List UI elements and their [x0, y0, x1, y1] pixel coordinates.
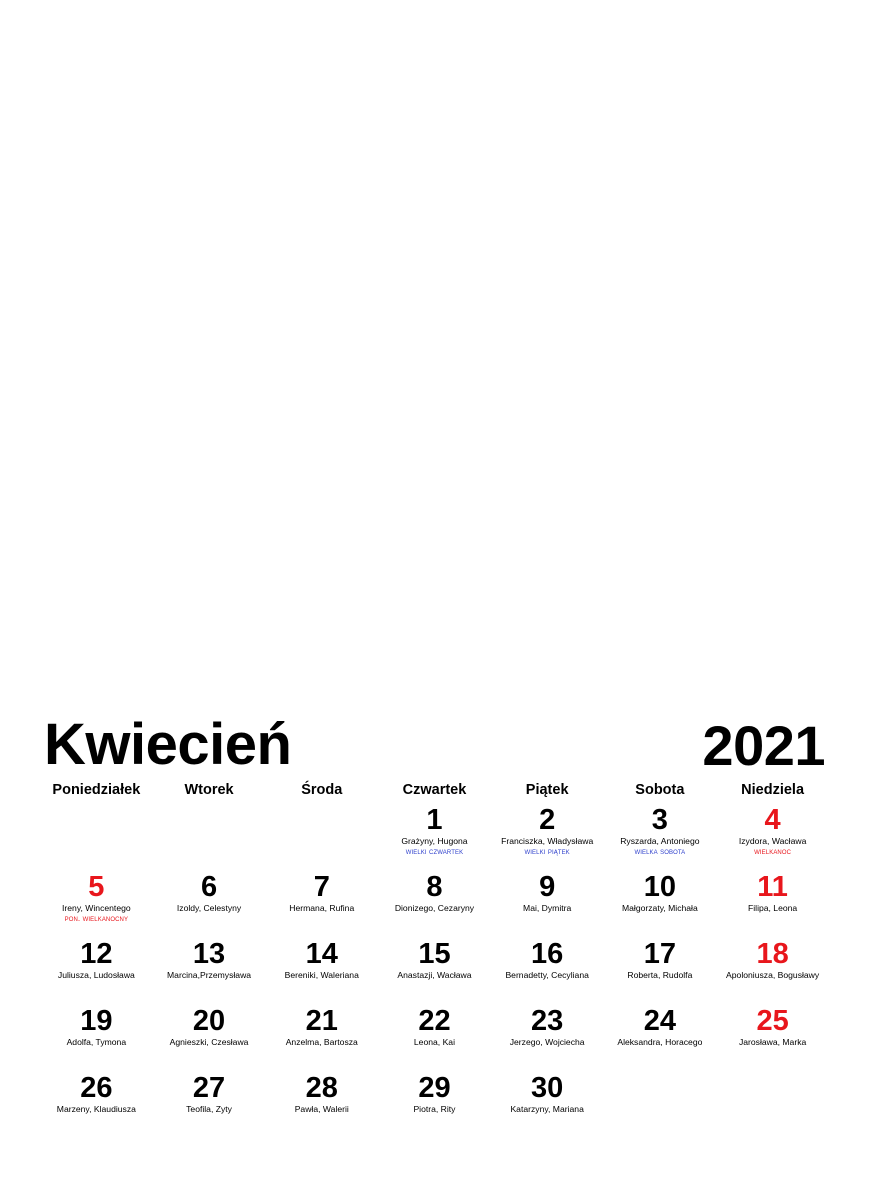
calendar-body — [40, 804, 829, 1139]
day-number: 2 — [539, 804, 556, 836]
name-day-label: Piotra, Rity — [413, 1104, 456, 1115]
calendar-day-empty — [40, 804, 153, 871]
day-number: 1 — [426, 804, 443, 836]
day-number: 25 — [756, 1005, 789, 1037]
calendar-day-cell[interactable] — [716, 871, 829, 938]
day-number: 19 — [80, 1005, 113, 1037]
day-number: 28 — [305, 1072, 338, 1104]
calendar-day-cell[interactable] — [40, 1072, 153, 1139]
holiday-label: pon. wielkanocny — [64, 914, 129, 924]
day-number: 23 — [531, 1005, 564, 1037]
calendar-day-cell[interactable] — [491, 871, 604, 938]
calendar-day-cell[interactable] — [265, 1005, 378, 1072]
day-number: 11 — [757, 871, 788, 903]
name-day-label: Bereniki, Waleriana — [284, 970, 359, 981]
day-number: 16 — [531, 938, 564, 970]
calendar-day-cell[interactable] — [491, 1005, 604, 1072]
day-number: 6 — [200, 871, 218, 903]
calendar-day-cell[interactable] — [153, 871, 266, 938]
day-number: 10 — [643, 871, 676, 903]
name-day-label: Pawła, Walerii — [294, 1104, 349, 1115]
name-day-label: Anzelma, Bartosza — [285, 1037, 358, 1048]
name-day-label: Ireny, Wincentego — [62, 903, 131, 914]
calendar-day-cell[interactable] — [378, 1072, 491, 1139]
calendar-day-cell[interactable] — [716, 938, 829, 1005]
calendar-day-cell[interactable] — [378, 1005, 491, 1072]
day-number: 24 — [643, 1005, 676, 1037]
name-day-label: Aleksandra, Horacego — [617, 1037, 703, 1048]
calendar-day-cell[interactable] — [378, 804, 491, 871]
name-day-label: Grażyny, Hugona — [401, 836, 468, 847]
day-number: 30 — [531, 1072, 564, 1104]
calendar-day-cell[interactable] — [716, 1005, 829, 1072]
day-number: 7 — [313, 871, 330, 903]
name-day-label: Izoldy, Celestyny — [176, 903, 242, 914]
weekday-tuesday: Wtorek — [184, 782, 234, 798]
calendar-day-cell[interactable] — [153, 1072, 266, 1139]
name-day-label: Hermana, Rufina — [289, 903, 355, 914]
name-day-label: Izydora, Wacława — [738, 836, 807, 847]
calendar-day-empty — [604, 1072, 717, 1139]
name-day-label: Juliusza, Ludosława — [57, 970, 135, 981]
name-day-label: Mai, Dymitra — [523, 903, 572, 914]
calendar-table — [40, 782, 829, 1139]
calendar-day-cell[interactable] — [604, 1005, 717, 1072]
calendar-day-cell[interactable] — [40, 938, 153, 1005]
calendar-day-cell[interactable] — [491, 804, 604, 871]
weekday-row — [40, 782, 829, 804]
year-label: 2021 — [702, 714, 825, 777]
day-number: 22 — [418, 1005, 451, 1037]
calendar-day-cell[interactable] — [378, 871, 491, 938]
day-number: 27 — [192, 1072, 226, 1104]
weekday-monday: Poniedziałek — [52, 782, 141, 798]
calendar-header — [40, 712, 829, 777]
calendar-day-cell[interactable] — [604, 871, 717, 938]
calendar-day-cell[interactable] — [491, 938, 604, 1005]
weekday-saturday: Sobota — [635, 782, 685, 798]
calendar-day-cell[interactable] — [491, 1072, 604, 1139]
name-day-label: Dionizego, Cezaryny — [394, 903, 475, 914]
holiday-label: wielkanoc — [754, 847, 792, 857]
name-day-label: Filipa, Leona — [748, 903, 798, 914]
name-day-label: Małgorzaty, Michała — [621, 903, 698, 914]
name-day-label: Jerzego, Wojciecha — [509, 1037, 585, 1048]
name-day-label: Adolfa, Tymona — [66, 1037, 127, 1048]
day-number: 13 — [192, 938, 226, 970]
day-number: 4 — [764, 804, 781, 836]
holiday-label: wielki piątek — [524, 847, 570, 857]
calendar-day-cell[interactable] — [153, 1005, 266, 1072]
calendar-week-row — [40, 1005, 829, 1072]
name-day-label: Bernadetty, Cecyliana — [505, 970, 589, 981]
day-number: 21 — [305, 1005, 338, 1037]
calendar-week-row — [40, 804, 829, 871]
weekday-thursday: Czwartek — [402, 782, 467, 798]
day-number: 26 — [80, 1072, 113, 1104]
calendar-day-cell[interactable] — [265, 1072, 378, 1139]
weekday-friday: Piątek — [525, 782, 569, 798]
name-day-label: Agnieszki, Czesława — [169, 1037, 249, 1048]
day-number: 12 — [80, 938, 113, 970]
name-day-label: Leona, Kai — [413, 1037, 455, 1048]
calendar-day-cell[interactable] — [40, 871, 153, 938]
name-day-label: Marzeny, Klaudiusza — [56, 1104, 136, 1115]
holiday-label: wielka sobota — [634, 847, 686, 857]
calendar-day-empty — [153, 804, 266, 871]
calendar-day-cell[interactable] — [604, 804, 717, 871]
calendar-week-row — [40, 938, 829, 1005]
name-day-label: Teofila, Zyty — [186, 1104, 232, 1115]
name-day-label: Apoloniusza, Bogusławy — [726, 970, 820, 981]
day-number: 9 — [539, 871, 556, 903]
calendar-week-row — [40, 1072, 829, 1139]
day-number: 14 — [305, 938, 338, 970]
calendar-day-cell[interactable] — [265, 871, 378, 938]
page-title: Kwiecień — [44, 712, 292, 777]
calendar-day-cell[interactable] — [378, 938, 491, 1005]
calendar-week-row — [40, 871, 829, 938]
name-day-label: Franciszka, Władysława — [501, 836, 594, 847]
day-number: 17 — [643, 938, 676, 970]
day-number: 8 — [426, 871, 443, 903]
name-day-label: Katarzyny, Mariana — [510, 1104, 584, 1115]
name-day-label: Marcina,Przemysława — [167, 970, 252, 981]
name-day-label: Ryszarda, Antoniego — [620, 836, 700, 847]
day-number: 3 — [651, 804, 668, 836]
calendar-day-cell[interactable] — [716, 804, 829, 871]
weekday-sunday: Niedziela — [741, 782, 805, 798]
calendar-day-cell[interactable] — [604, 938, 717, 1005]
holiday-label: wielki czwartek — [405, 847, 464, 857]
calendar-day-empty — [716, 1072, 829, 1139]
day-number: 18 — [756, 938, 789, 970]
name-day-label: Roberta, Rudolfa — [627, 970, 693, 981]
day-number: 29 — [418, 1072, 451, 1104]
calendar-day-cell[interactable] — [265, 938, 378, 1005]
day-number: 15 — [418, 938, 451, 970]
calendar-block — [40, 712, 829, 1139]
name-day-label: Anastazji, Wacława — [397, 970, 472, 981]
calendar-weekday-header — [40, 782, 829, 804]
day-number: 5 — [88, 871, 105, 903]
calendar-day-empty — [265, 804, 378, 871]
weekday-wednesday: Środa — [301, 782, 343, 798]
calendar-day-cell[interactable] — [40, 1005, 153, 1072]
name-day-label: Jarosława, Marka — [738, 1037, 807, 1048]
calendar-day-cell[interactable] — [153, 938, 266, 1005]
day-number: 20 — [192, 1005, 226, 1037]
